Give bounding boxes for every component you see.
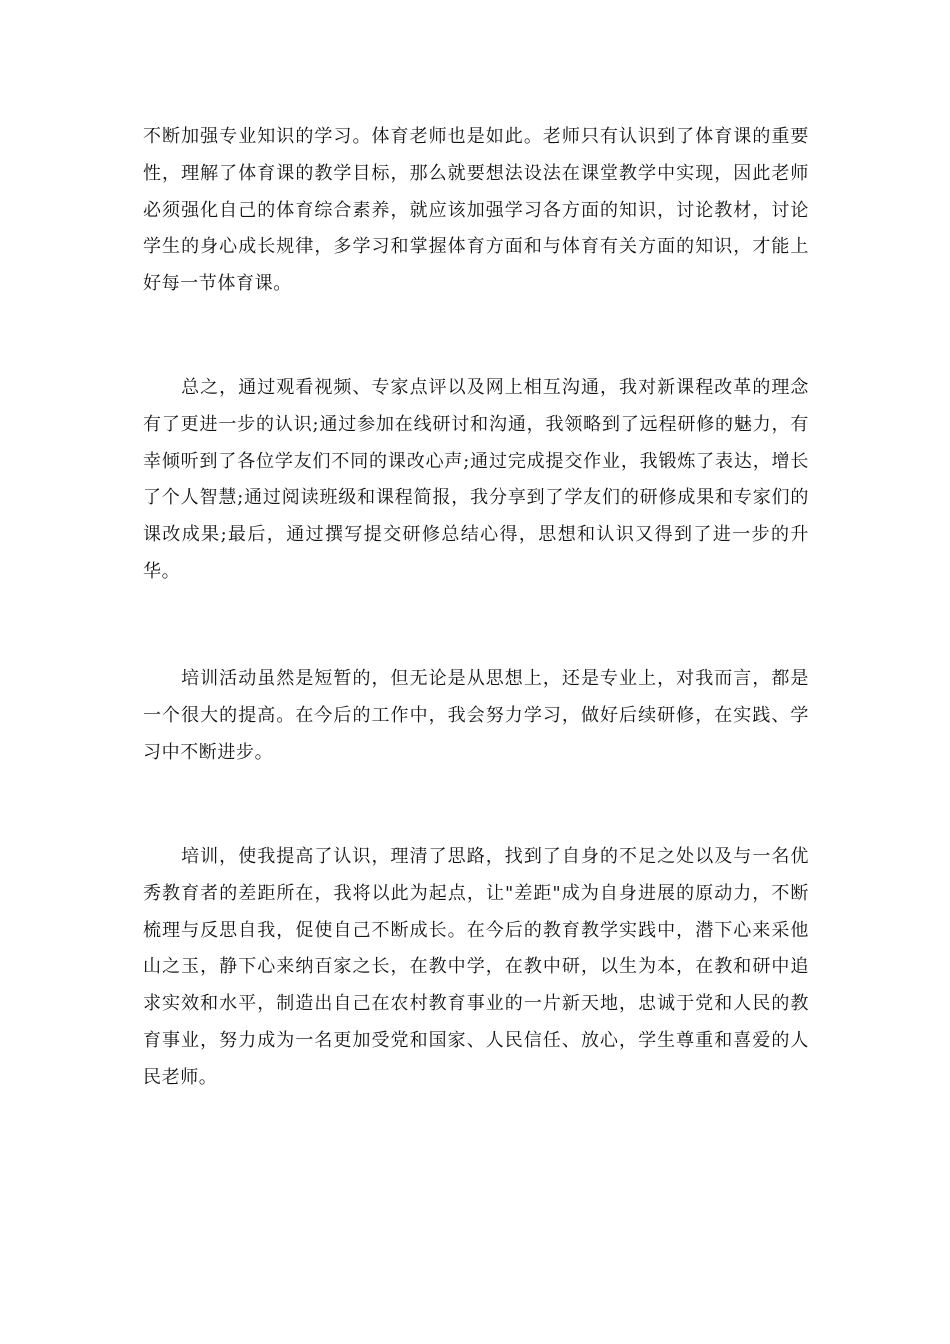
paragraph-4: 培训，使我提高了认识，理清了思路，找到了自身的不足之处以及与一名优秀教育者的差距所在，我将以此为起点，让"差距"成为自身进展的原动力，不断梳理与反思自我，促使自己不断成长。在今后的教育教学实践中，潜下心来采他山之玉，静下心来纳百家之长，在教中学，在教中研，以生为本，在教和研中追求实效和水平，制造出自己在农村教育事业的一片新天地，忠诚于党和人民的教育事业，努力成为一名更加受党和国家、人民信任、放心，学生尊重和喜爱的人民老师。 <box>143 846 809 1088</box>
paragraph-1: 不断加强专业知识的学习。体育老师也是如此。老师只有认识到了体育课的重要性，理解了体育课的教学目标，那么就要想法设法在课堂教学中实现，因此老师必须强化自己的体育综合素养，就应该加强学习各方面的知识，讨论教材，讨论学生的身心成长规律，多学习和掌握体育方面和与体育有关方面的知识，才能上好每一节体育课。 <box>143 126 809 295</box>
paragraph-2: 总之，通过观看视频、专家点评以及网上相互沟通，我对新课程改革的理念有了更进一步的认识;通过参加在线研讨和沟通，我领略到了远程研修的魅力，有幸倾听到了各位学友们不同的课改心声;通过完成提交作业，我锻炼了表达，增长了个人智慧;通过阅读班级和课程简报，我分享到了学友们的研修成果和专家们的课改成果;最后，通过撰写提交研修总结心得，思想和认识又得到了进一步的升华。 <box>143 377 809 582</box>
paragraph-3: 培训活动虽然是短暂的，但无论是从思想上，还是专业上，对我而言，都是一个很大的提高。在今后的工作中，我会努力学习，做好后续研修，在实践、学习中不断进步。 <box>143 668 809 763</box>
